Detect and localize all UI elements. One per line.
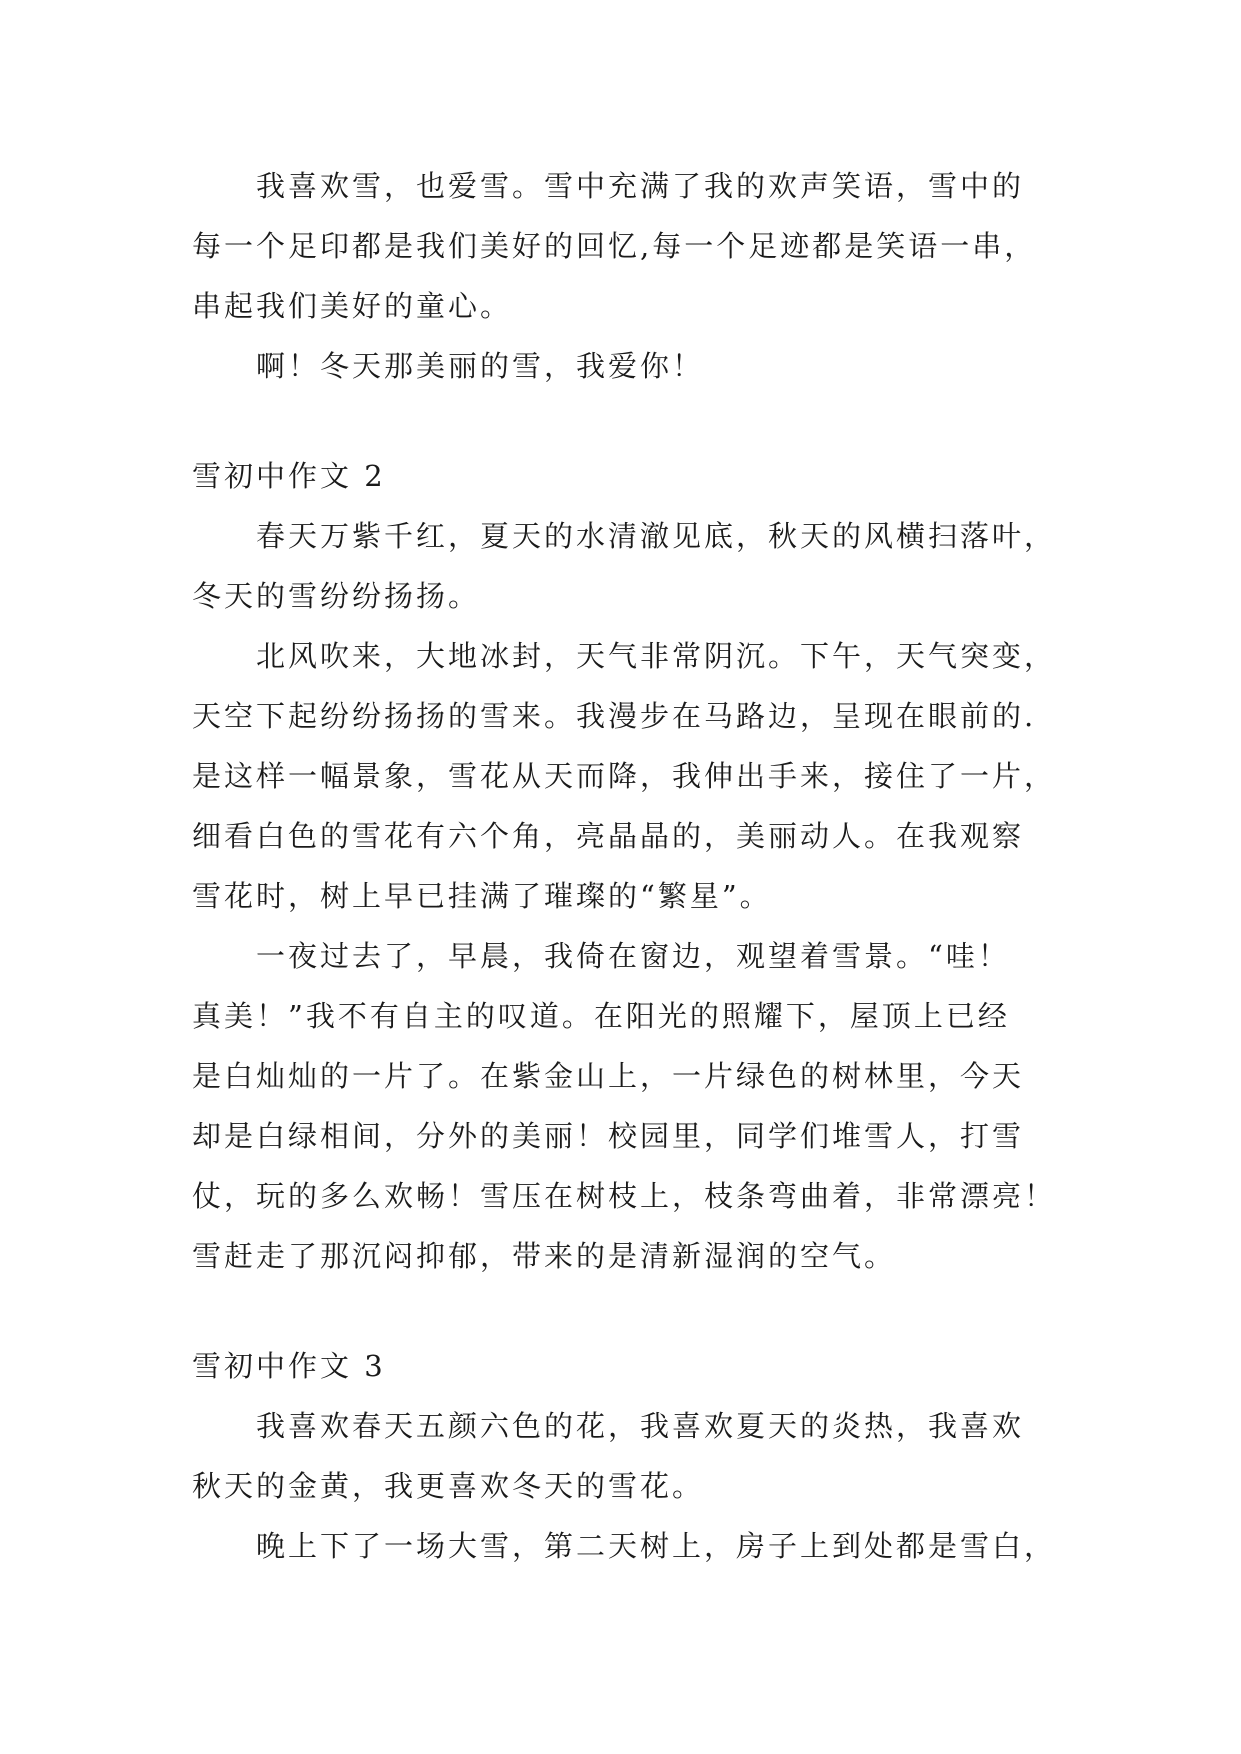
paragraph-line: 冬天的雪纷纷扬扬。 [192, 579, 481, 613]
paragraph-line: 仗，玩的多么欢畅！雪压在树枝上，枝条弯曲着，非常漂亮！ [192, 1179, 1057, 1213]
paragraph-line: 雪赶走了那沉闷抑郁，带来的是清新湿润的空气。 [192, 1239, 897, 1273]
paragraph-line: 每一个足印都是我们美好的回忆,每一个足迹都是笑语一串， [192, 229, 1037, 263]
paragraph-line: 一夜过去了，早晨，我倚在窗边，观望着雪景。“哇！ [256, 939, 1010, 973]
section-heading: 雪初中作文 2 [192, 459, 386, 493]
paragraph-line: 细看白色的雪花有六个角，亮晶晶的，美丽动人。在我观察 [192, 819, 1025, 853]
section-heading: 雪初中作文 3 [192, 1349, 386, 1383]
paragraph-line: 啊！冬天那美丽的雪，我爱你！ [256, 349, 705, 383]
paragraph-line: 是白灿灿的一片了。在紫金山上，一片绿色的树林里，今天 [192, 1059, 1025, 1093]
paragraph-line: 雪花时，树上早已挂满了璀璨的“繁星”。 [192, 879, 772, 913]
paragraph-line: 是这样一幅景象，雪花从天而降，我伸出手来，接住了一片， [192, 759, 1057, 793]
paragraph-line: 晚上下了一场大雪，第二天树上，房子上到处都是雪白， [256, 1529, 1057, 1563]
paragraph-line: 春天万紫千红，夏天的水清澈见底，秋天的风横扫落叶， [256, 519, 1057, 553]
paragraph-line: 北风吹来，大地冰封，天气非常阴沉。下午，天气突变， [256, 639, 1057, 673]
paragraph-line: 却是白绿相间，分外的美丽！校园里，同学们堆雪人，打雪 [192, 1119, 1025, 1153]
paragraph-line: 秋天的金黄，我更喜欢冬天的雪花。 [192, 1469, 705, 1503]
paragraph-line: 我喜欢春天五颜六色的花，我喜欢夏天的炎热，我喜欢 [256, 1409, 1025, 1443]
paragraph-line: 我喜欢雪，也爱雪。雪中充满了我的欢声笑语，雪中的 [256, 169, 1025, 203]
paragraph-line: 天空下起纷纷扬扬的雪来。我漫步在马路边，呈现在眼前的. [192, 699, 1037, 733]
paragraph-line: 串起我们美好的童心。 [192, 289, 513, 323]
paragraph-line: 真美！”我不有自主的叹道。在阳光的照耀下，屋顶上已经 [192, 999, 1010, 1033]
